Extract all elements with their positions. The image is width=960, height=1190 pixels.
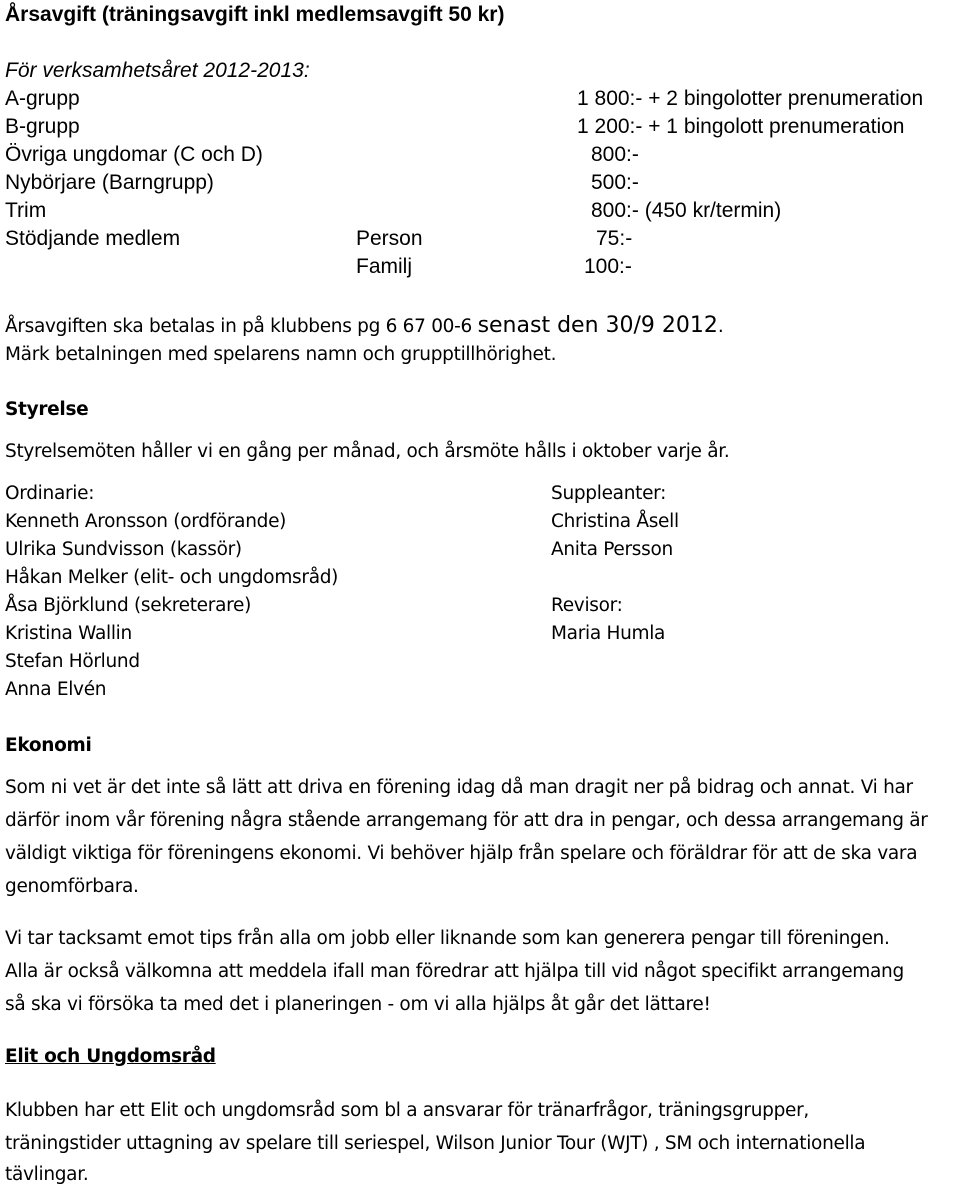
payment-prefix: Årsavgiften ska betalas in på klubbens pg 6 67 00-6	[5, 316, 478, 337]
fee-price: 800:-	[591, 143, 639, 166]
fee-price: 100:-	[584, 255, 632, 278]
ekonomi-line: därför inom vår förening några stående arrangemang för att dra in pengar, och dessa arrangemang är	[5, 810, 928, 831]
ekonomi-line: genomförbara.	[5, 876, 139, 897]
board-member: Åsa Björklund (sekreterare)	[5, 595, 252, 616]
fee-sub: Person	[356, 227, 423, 250]
fee-price: 500:-	[591, 171, 639, 194]
payment-deadline: senast den 30/9 2012	[477, 313, 718, 338]
suppleant: Anita Persson	[551, 539, 673, 560]
ekonomi-line: Alla är också välkomna att meddela ifall man föredrar att hjälpa till vid något specifikt arrangemang	[5, 961, 904, 982]
board-member: Anna Elvén	[5, 679, 107, 700]
elit-line: tävlingar.	[5, 1164, 89, 1185]
suppleanter-label: Suppleanter:	[551, 483, 667, 504]
page-title: Årsavgift (träningsavgift inkl medlemsavgift 50 kr)	[5, 3, 505, 26]
fee-name: Trim	[5, 199, 47, 222]
revisor: Maria Humla	[551, 623, 666, 644]
styrelse-heading: Styrelse	[5, 399, 89, 420]
fee-price: 1 200:- + 1 bingolott prenumeration	[577, 115, 905, 138]
ekonomi-line: väldigt viktiga för föreningens ekonomi. Vi behöver hjälp från spelare och föräldrar för att de ska vara	[5, 843, 918, 864]
ordinarie-label: Ordinarie:	[5, 483, 95, 504]
fee-price: 75:-	[596, 227, 633, 250]
ekonomi-line: Vi tar tacksamt emot tips från alla om jobb eller liknande som kan generera pengar till föreningen.	[5, 928, 890, 949]
fee-name: Nybörjare (Barngrupp)	[5, 171, 214, 194]
suppleant: Christina Åsell	[551, 511, 679, 532]
fee-name: Stödjande medlem	[5, 227, 181, 250]
fee-price: 1 800:- + 2 bingolotter prenumeration	[577, 87, 924, 110]
fee-sub: Familj	[356, 255, 412, 278]
elit-line: Klubben har ett Elit och ungdomsråd som bl a ansvarar för tränarfrågor, träningsgrupper,	[5, 1100, 809, 1121]
revisor-label: Revisor:	[551, 595, 623, 616]
fee-price: 800:- (450 kr/termin)	[591, 199, 782, 222]
ekonomi-heading: Ekonomi	[5, 735, 92, 756]
mark-note: Märk betalningen med spelarens namn och grupptillhörighet.	[5, 344, 557, 365]
elit-heading: Elit och Ungdomsråd	[5, 1046, 216, 1067]
year-label: För verksamhetsåret 2012-2013:	[5, 59, 310, 82]
payment-suffix: .	[717, 316, 724, 337]
board-member: Håkan Melker (elit- och ungdomsråd)	[5, 567, 339, 588]
ekonomi-line: Som ni vet är det inte så lätt att driva en förening idag då man dragit ner på bidrag och annat. Vi har	[5, 777, 913, 798]
payment-line	[5, 315, 723, 337]
elit-line: träningstider uttagning av spelare till seriespel, Wilson Junior Tour (WJT) , SM och internationella	[5, 1133, 866, 1154]
board-member: Kristina Wallin	[5, 623, 132, 644]
board-member: Ulrika Sundvisson (kassör)	[5, 539, 242, 560]
board-member: Kenneth Aronsson (ordförande)	[5, 511, 287, 532]
styrelse-intro: Styrelsemöten håller vi en gång per månad, och årsmöte hålls i oktober varje år.	[5, 441, 730, 462]
fee-name: Övriga ungdomar (C och D)	[5, 143, 263, 166]
fee-name: A-grupp	[5, 87, 80, 110]
ekonomi-line: så ska vi försöka ta med det i planeringen - om vi alla hjälps åt går det lättare!	[5, 994, 711, 1015]
board-member: Stefan Hörlund	[5, 651, 140, 672]
fee-name: B-grupp	[5, 115, 80, 138]
